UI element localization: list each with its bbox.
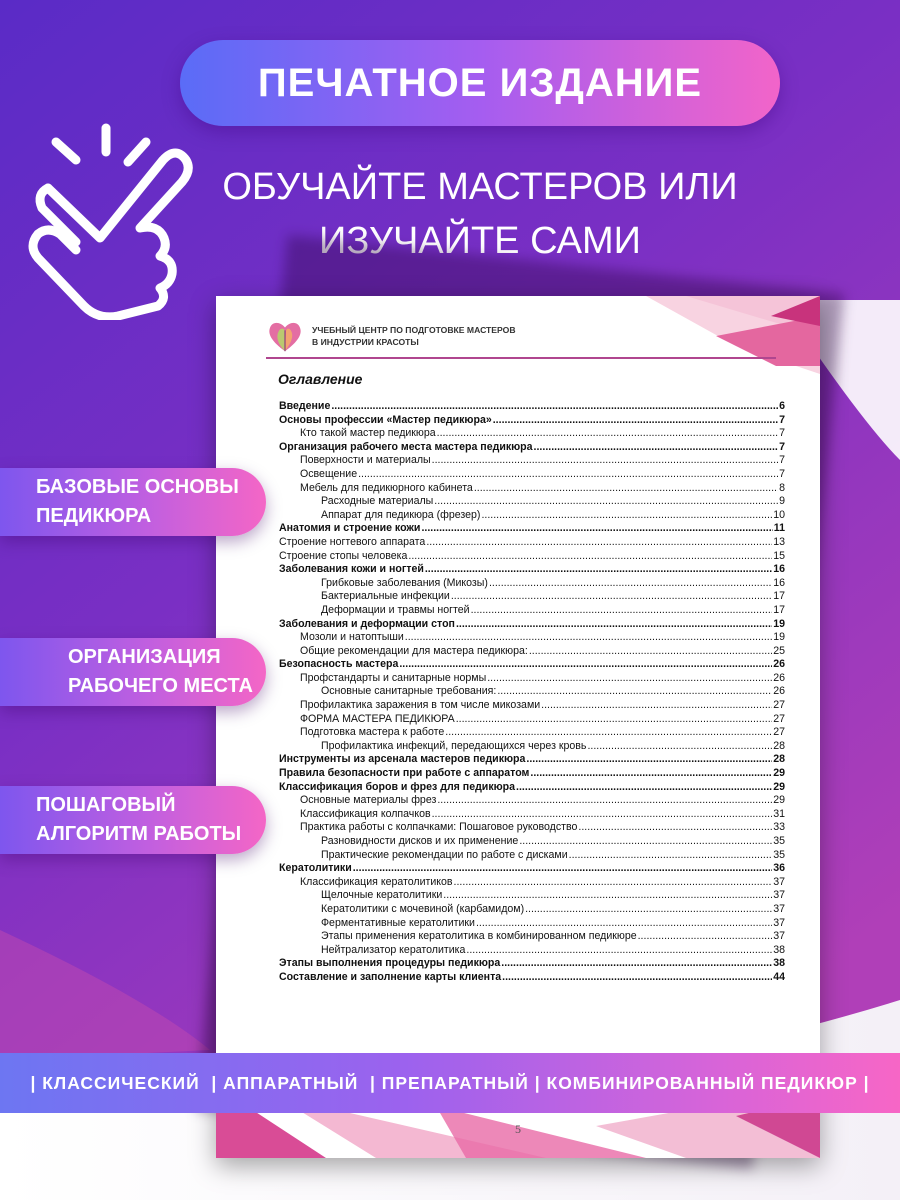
toc-entry-page: 31: [773, 807, 785, 820]
toc-leader-dots: [421, 522, 772, 536]
toc-leader-dots: [476, 917, 772, 931]
toc-leader-dots: [516, 781, 772, 795]
toc-leader-dots: [519, 835, 772, 849]
title-banner: [180, 40, 780, 126]
toc-entry-page: 35: [773, 835, 785, 847]
toc-row: [279, 550, 785, 564]
toc-entry-page: 33: [773, 821, 785, 834]
toc-entry-title: Правила безопасности при работе с аппаратом: [279, 767, 530, 780]
toc-leader-dots: [331, 400, 778, 414]
toc-entry-title: Бактериальные инфекции: [321, 590, 450, 603]
toc-entry-title: Общие рекомендации для мастера педикюра:: [300, 644, 528, 657]
toc-entry-page: 27: [773, 712, 785, 725]
toc-row: [279, 835, 785, 849]
toc-entry-page: 37: [773, 875, 785, 888]
toc-leader-dots: [497, 685, 772, 699]
subtitle-line-2: ИЗУЧАЙТЕ САМИ: [319, 220, 641, 262]
toc-leader-dots: [526, 753, 772, 767]
toc-entry-title: Классификация боров и фрез для педикюра: [279, 780, 516, 793]
toc-entry-title: Основные санитарные требования:: [321, 685, 497, 698]
toc-entry-page: 26: [773, 671, 785, 684]
toc-entry-page: 8: [779, 481, 785, 494]
toc-row: [279, 509, 785, 523]
toc-entry-title: Мозоли и натоптыши: [300, 631, 404, 644]
toc-entry-title: Строение стопы человека: [279, 549, 408, 562]
toc-row: [279, 713, 785, 727]
toc-row: [279, 454, 785, 468]
toc-row: [279, 563, 785, 577]
subtitle-line-1: ОБУЧАЙТЕ МАСТЕРОВ ИЛИ: [222, 166, 738, 208]
toc-row: [279, 726, 785, 740]
title-text: ПЕЧАТНОЕ ИЗДАНИЕ: [257, 60, 703, 105]
toc-leader-dots: [502, 971, 772, 985]
toc-row: [279, 658, 785, 672]
toc-entry-page: 7: [779, 467, 785, 480]
toc-entry-title: Кто такой мастер педикюра: [300, 427, 436, 440]
toc-leader-dots: [437, 794, 772, 808]
toc-entry-title: Подготовка мастера к работе: [300, 726, 445, 739]
toc-entry-page: 29: [773, 780, 785, 793]
toc-leader-dots: [578, 821, 772, 835]
toc-row: [279, 808, 785, 822]
toc-entry-page: 9: [779, 495, 785, 508]
toc-entry-title: Кератолитики: [279, 862, 352, 875]
toc-leader-dots: [358, 468, 778, 482]
toc-leader-dots: [405, 631, 772, 645]
toc-entry-title: Классификация кератолитиков: [300, 875, 453, 888]
toc-leader-dots: [471, 604, 773, 618]
toc-row: [279, 414, 785, 428]
toc-leader-dots: [638, 930, 773, 944]
toc-entry-title: Аппарат для педикюра (фрезер): [321, 508, 481, 521]
toc-leader-dots: [408, 550, 772, 564]
toc-entry-title: Основные материалы фрез: [300, 794, 437, 807]
toc-leader-dots: [501, 957, 772, 971]
toc-entry-title: Этапы выполнения процедуры педикюра: [279, 957, 501, 970]
toc-entry-title: Нейтрализатор кератолитика: [321, 943, 466, 956]
toc-row: [279, 645, 785, 659]
toc-row: [279, 740, 785, 754]
toc-leader-dots: [445, 726, 772, 740]
toc-leader-dots: [426, 536, 772, 550]
toc-leader-dots: [534, 441, 779, 455]
toc-row: [279, 482, 785, 496]
toc-row: [279, 930, 785, 944]
toc-entry-page: 7: [779, 454, 785, 467]
tap-hand-icon: [18, 120, 198, 320]
feature-badge-basics: [0, 468, 266, 536]
toc-entry-page: 26: [773, 658, 785, 671]
toc-entry-page: 19: [773, 631, 785, 644]
toc-entry-page: 17: [773, 603, 785, 616]
toc-entry-title: Основы профессии «Мастер педикюра»: [279, 413, 492, 426]
toc-entry-title: Профилактика заражения в том числе микозами: [300, 699, 541, 712]
toc-row: [279, 685, 785, 699]
toc-entry-page: 29: [773, 767, 785, 780]
toc-entry-page: 37: [773, 930, 785, 943]
toc-entry-title: Грибковые заболевания (Микозы): [321, 576, 488, 589]
toc-entry-title: Освещение: [300, 467, 358, 480]
toc-leader-dots: [434, 495, 778, 509]
toc-row: [279, 903, 785, 917]
toc-entry-title: Профилактика инфекций, передающихся через кровь: [321, 739, 587, 752]
toc-row: [279, 957, 785, 971]
toc-entry-page: 25: [773, 644, 785, 657]
toc-entry-title: ФОРМА МАСТЕРА ПЕДИКЮРА: [300, 712, 455, 725]
toc-row: [279, 781, 785, 795]
document-page: [216, 296, 820, 1158]
toc-leader-dots: [529, 645, 772, 659]
toc-leader-dots: [530, 767, 772, 781]
document-header: [266, 316, 516, 356]
toc-row: [279, 495, 785, 509]
toc-row: [279, 618, 785, 632]
organization-name: [312, 324, 516, 348]
toc-leader-dots: [587, 740, 772, 754]
organization-line-2: В ИНДУСТРИИ КРАСОТЫ: [312, 337, 419, 347]
organization-line-1: УЧЕБНЫЙ ЦЕНТР ПО ПОДГОТОВКЕ МАСТЕРОВ: [312, 325, 516, 335]
toc-entry-page: 19: [773, 617, 785, 630]
badge-line-2: АЛГОРИТМ РАБОТЫ: [36, 823, 242, 845]
toc-leader-dots: [493, 414, 778, 428]
toc-row: [279, 468, 785, 482]
toc-leader-dots: [437, 427, 778, 441]
toc-row: [279, 794, 785, 808]
heart-logo-icon: [266, 316, 304, 356]
toc-entry-page: 27: [773, 726, 785, 739]
toc-entry-title: Деформации и травмы ногтей: [321, 603, 470, 616]
toc-entry-title: Поверхности и материалы: [300, 454, 431, 467]
toc-entry-page: 16: [773, 576, 785, 589]
toc-entry-title: Классификация колпачков: [300, 807, 431, 820]
toc-leader-dots: [432, 454, 778, 468]
badge-line-2: ПЕДИКЮРА: [36, 505, 152, 527]
toc-row: [279, 441, 785, 455]
toc-entry-title: Составление и заполнение карты клиента: [279, 970, 502, 983]
toc-row: [279, 767, 785, 781]
toc-row: [279, 849, 785, 863]
toc-entry-page: 35: [773, 848, 785, 861]
toc-entry-page: 44: [773, 970, 785, 983]
toc-entry-title: Введение: [279, 400, 331, 412]
toc-entry-title: Разновидности дисков и их применение: [321, 835, 519, 847]
toc-row: [279, 753, 785, 767]
toc-row: [279, 944, 785, 958]
toc-entry-page: 7: [779, 413, 785, 426]
badge-line-1: ОРГАНИЗАЦИЯ: [68, 646, 221, 668]
toc-entry-title: Заболевания и деформации стоп: [279, 617, 455, 630]
toc-row: [279, 862, 785, 876]
toc-row: [279, 536, 785, 550]
toc-entry-title: Профстандарты и санитарные нормы: [300, 671, 487, 684]
toc-leader-dots: [489, 577, 772, 591]
toc-entry-page: 36: [773, 862, 785, 875]
toc-leader-dots: [454, 876, 773, 890]
page-number: 5: [515, 1122, 521, 1136]
toc-leader-dots: [474, 482, 778, 496]
toc-entry-title: Безопасность мастера: [279, 658, 399, 671]
toc-entry-page: 7: [779, 427, 785, 440]
toc-entry-page: 6: [779, 400, 785, 412]
toc-row: [279, 604, 785, 618]
toc-entry-page: 28: [773, 739, 785, 752]
toc-row: [279, 821, 785, 835]
toc-row: [279, 577, 785, 591]
toc-entry-page: 37: [773, 902, 785, 915]
toc-row: [279, 672, 785, 686]
toc-row: [279, 400, 785, 414]
toc-entry-page: 37: [773, 889, 785, 902]
toc-entry-page: 28: [773, 753, 785, 766]
toc-entry-page: 11: [773, 522, 785, 535]
toc-entry-page: 29: [773, 794, 785, 807]
toc-entry-page: 13: [773, 535, 785, 548]
toc-entry-title: Практика работы с колпачками: Пошаговое руководство: [300, 821, 578, 834]
toc-entry-title: Организация рабочего места мастера педикюра: [279, 440, 533, 453]
toc-entry-page: 38: [773, 943, 785, 956]
feature-badge-workplace: [0, 638, 266, 706]
toc-leader-dots: [432, 808, 773, 822]
toc-leader-dots: [443, 889, 772, 903]
toc-entry-page: 26: [773, 685, 785, 698]
toc-row: [279, 427, 785, 441]
toc-entry-page: 17: [773, 590, 785, 603]
toc-entry-title: Инструменты из арсенала мастеров педикюра: [279, 753, 526, 766]
badge-line-1: БАЗОВЫЕ ОСНОВЫ: [36, 476, 239, 498]
toc-entry-page: 10: [773, 508, 785, 521]
toc-title: Оглавление: [278, 371, 363, 387]
toc-entry-title: Ферментативные кератолитики: [321, 916, 475, 929]
toc-leader-dots: [456, 618, 772, 632]
toc-row: [279, 590, 785, 604]
toc-leader-dots: [399, 658, 772, 672]
toc-row: [279, 889, 785, 903]
toc-leader-dots: [487, 672, 772, 686]
toc-leader-dots: [353, 862, 772, 876]
toc-entry-page: 16: [773, 563, 785, 576]
toc-row: [279, 522, 785, 536]
toc-leader-dots: [456, 713, 773, 727]
toc-entry-title: Анатомия и строение кожи: [279, 522, 421, 535]
toc-entry-title: Строение ногтевого аппарата: [279, 535, 426, 548]
toc-entry-page: 7: [779, 440, 785, 453]
subtitle: [180, 160, 780, 268]
toc-entry-title: Практические рекомендации по работе с дисками: [321, 848, 568, 861]
toc-leader-dots: [451, 590, 772, 604]
toc-entry-title: Мебель для педикюрного кабинета: [300, 481, 473, 494]
toc-row: [279, 876, 785, 890]
header-divider: [266, 357, 776, 359]
toc-leader-dots: [481, 509, 772, 523]
feature-badge-algorithm: [0, 786, 266, 854]
toc-row: [279, 971, 785, 985]
toc-entry-title: Заболевания кожи и ногтей: [279, 563, 424, 576]
toc-leader-dots: [425, 563, 772, 577]
toc-row: [279, 631, 785, 645]
toc-entry-page: 15: [773, 549, 785, 562]
toc-entry-title: Щелочные кератолитики: [321, 889, 443, 902]
toc-entry-page: 27: [773, 699, 785, 712]
toc-row: [279, 699, 785, 713]
badge-line-2: РАБОЧЕГО МЕСТА: [68, 675, 253, 697]
pedicure-types-bar: [0, 1053, 900, 1113]
pedicure-types-text: | КЛАССИЧЕСКИЙ | АППАРАТНЫЙ | ПРЕПАРАТНЫЙ | КОМБИНИРОВАННЫЙ ПЕДИКЮР |: [30, 1072, 870, 1093]
toc-row: [279, 917, 785, 931]
toc-leader-dots: [525, 903, 772, 917]
toc-entry-title: Кератолитики с мочевиной (карбамидом): [321, 902, 525, 915]
badge-line-1: ПОШАГОВЫЙ: [36, 794, 176, 816]
toc-entry-page: 38: [773, 957, 785, 970]
toc-leader-dots: [541, 699, 772, 713]
toc-leader-dots: [466, 944, 772, 958]
toc-entry-title: Расходные материалы: [321, 495, 434, 508]
toc-leader-dots: [569, 849, 773, 863]
toc-entry-title: Этапы применения кератолитика в комбинированном педикюре: [321, 930, 637, 943]
table-of-contents: [279, 400, 785, 985]
toc-entry-page: 37: [773, 916, 785, 929]
